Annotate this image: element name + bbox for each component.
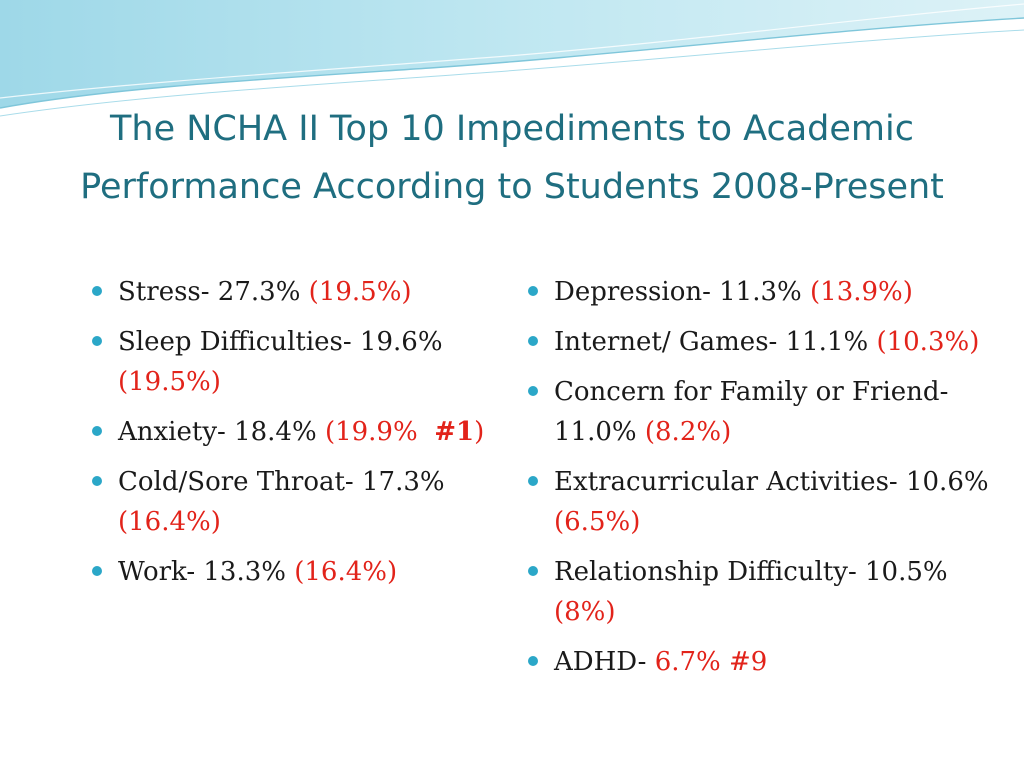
bullet-icon	[528, 336, 538, 346]
list-item-work	[92, 552, 510, 592]
title-line-2: Performance According to Students 2008-Present	[80, 167, 944, 207]
list-item-internet-games	[528, 322, 998, 362]
bullet-icon	[92, 476, 102, 486]
slide-title	[30, 100, 994, 216]
item-label: Stress- 27.3%	[118, 277, 301, 307]
bullet-icon	[528, 386, 538, 396]
bullet-icon	[528, 566, 538, 576]
item-label: Cold/Sore Throat- 17.3%	[118, 467, 445, 497]
item-label: Work- 13.3%	[118, 557, 286, 587]
right-bullet-list	[528, 272, 998, 692]
list-item-anxiety	[92, 412, 510, 452]
item-label: Internet/ Games- 11.1%	[554, 327, 869, 357]
bullet-icon	[92, 286, 102, 296]
item-value: (8.2%)	[644, 417, 732, 447]
item-rank: #1	[434, 417, 475, 447]
item-label: Depression- 11.3%	[554, 277, 802, 307]
item-value: (19.5%)	[118, 367, 221, 397]
bullet-icon	[92, 566, 102, 576]
item-value: 6.7% #9	[654, 647, 768, 677]
item-value: (13.9%)	[810, 277, 913, 307]
item-value: (16.4%)	[294, 557, 398, 587]
item-label: Concern for Family or Friend- 11.0%	[554, 377, 949, 447]
item-value: (19.5%)	[308, 277, 412, 307]
title-line-1: The NCHA II Top 10 Impediments to Academic	[110, 109, 914, 149]
left-bullet-list	[92, 272, 510, 602]
list-item-cold-sore-throat	[92, 462, 510, 542]
item-value-number: (19.9%	[324, 417, 418, 447]
bullet-icon	[528, 286, 538, 296]
bullet-icon	[92, 426, 102, 436]
bullet-icon	[528, 656, 538, 666]
item-label: ADHD-	[554, 647, 647, 677]
item-label: Extracurricular Activities- 10.6%	[554, 467, 989, 497]
list-item-sleep-difficulties	[92, 322, 510, 402]
item-label: Sleep Difficulties- 19.6%	[118, 327, 443, 357]
item-value-close: )	[474, 417, 485, 447]
item-value: (8%)	[554, 597, 616, 627]
item-label: Relationship Difficulty- 10.5%	[554, 557, 948, 587]
list-item-depression	[528, 272, 998, 312]
list-item-extracurricular	[528, 462, 998, 542]
item-label: Anxiety- 18.4%	[118, 417, 317, 447]
list-item-relationship-difficulty	[528, 552, 998, 632]
bullet-icon	[528, 476, 538, 486]
list-item-adhd	[528, 642, 998, 682]
item-value: (16.4%)	[118, 507, 221, 537]
bullet-icon	[92, 336, 102, 346]
item-value	[325, 417, 484, 447]
item-value: (10.3%)	[876, 327, 980, 357]
item-value: (6.5%)	[554, 507, 641, 537]
list-item-concern-family-friend	[528, 372, 998, 452]
list-item-stress	[92, 272, 510, 312]
